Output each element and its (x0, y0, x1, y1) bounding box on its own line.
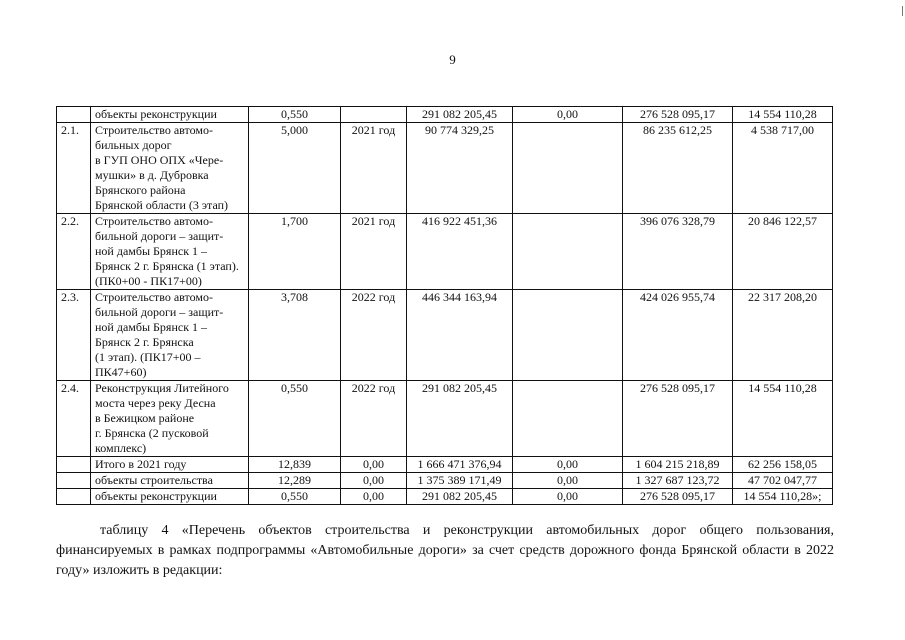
total-amount: 446 344 163,94 (407, 290, 513, 381)
table-row (57, 107, 833, 123)
description-line: Брянск 2 г. Брянска (95, 335, 194, 349)
description-line: мушки» в д. Дубровка (95, 168, 209, 182)
road-length: 12,839 (249, 457, 341, 473)
local-budget-amount: 14 554 110,28»; (733, 489, 833, 505)
page-number: 9 (449, 52, 456, 67)
commissioning-year (341, 107, 407, 123)
description-line: (1 этап). (ПК17+00 – (95, 350, 201, 364)
description-line: ной дамбы Брянск 1 – (95, 320, 208, 334)
total-amount: 291 082 205,45 (407, 107, 513, 123)
table-row (57, 457, 833, 473)
description-line: г. Брянска (2 пусковой (95, 426, 209, 440)
description-line: Брянского района (95, 183, 186, 197)
regional-budget-amount: 86 235 612,25 (623, 123, 733, 214)
total-amount: 291 082 205,45 (407, 489, 513, 505)
object-description (91, 290, 249, 381)
row-number: 2.4. (57, 381, 91, 457)
road-length: 1,700 (249, 214, 341, 290)
table-row (57, 473, 833, 489)
road-length: 0,550 (249, 489, 341, 505)
federal-budget-amount: 0,00 (513, 457, 623, 473)
description-line: Брянской области (3 этап) (95, 198, 229, 212)
description-line: объекты реконструкции (95, 107, 217, 121)
description-line: Строительство автомо- (95, 123, 213, 137)
local-budget-amount: 4 538 717,00 (733, 123, 833, 214)
description-line: в ГУП ОНО ОПХ «Чере- (95, 153, 224, 167)
row-number: 2.3. (57, 290, 91, 381)
amendment-paragraph: таблицу 4 «Перечень объектов строительства и реконструкции автомобильных дорог общего пользования, финансируемых в рамках подпрограммы «Автомобильные дороги» за счет средств дорожного фонда Брянской области в 2022 году» изложить в редакции: (56, 523, 834, 578)
local-budget-amount: 20 846 122,57 (733, 214, 833, 290)
total-amount: 416 922 451,36 (407, 214, 513, 290)
commissioning-year: 0,00 (341, 473, 407, 489)
commissioning-year: 2021 год (341, 214, 407, 290)
commissioning-year: 2022 год (341, 290, 407, 381)
description-line: объекты реконструкции (95, 489, 217, 503)
total-amount: 291 082 205,45 (407, 381, 513, 457)
description-line: (ПК0+00 - ПК17+00) (95, 274, 202, 288)
description-line: бильной дороги – защит- (95, 305, 224, 319)
regional-budget-amount: 1 604 215 218,89 (623, 457, 733, 473)
total-amount: 90 774 329,25 (407, 123, 513, 214)
local-budget-amount: 47 702 047,77 (733, 473, 833, 489)
commissioning-year: 2022 год (341, 381, 407, 457)
description-line: в Бежицком районе (95, 411, 195, 425)
row-number (57, 489, 91, 505)
total-amount: 1 375 389 171,49 (407, 473, 513, 489)
road-length: 12,289 (249, 473, 341, 489)
description-line: Итого в 2021 году (95, 457, 187, 471)
object-description (91, 381, 249, 457)
local-budget-amount: 14 554 110,28 (733, 107, 833, 123)
row-number (57, 457, 91, 473)
table-row (57, 290, 833, 381)
description-line: ной дамбы Брянск 1 – (95, 244, 208, 258)
federal-budget-amount: 0,00 (513, 107, 623, 123)
description-line: Строительство автомо- (95, 214, 213, 228)
object-description (91, 473, 249, 489)
federal-budget-amount (513, 123, 623, 214)
description-line: Строительство автомо- (95, 290, 213, 304)
regional-budget-amount: 424 026 955,74 (623, 290, 733, 381)
federal-budget-amount (513, 290, 623, 381)
road-length: 0,550 (249, 107, 341, 123)
local-budget-amount: 62 256 158,05 (733, 457, 833, 473)
budget-table (56, 106, 833, 505)
regional-budget-amount: 276 528 095,17 (623, 107, 733, 123)
regional-budget-amount: 276 528 095,17 (623, 489, 733, 505)
description-line: моста через реку Десна (95, 396, 216, 410)
object-description (91, 123, 249, 214)
regional-budget-amount: 1 327 687 123,72 (623, 473, 733, 489)
description-line: Брянск 2 г. Брянска (1 этап). (95, 259, 239, 273)
local-budget-amount: 14 554 110,28 (733, 381, 833, 457)
regional-budget-amount: 276 528 095,17 (623, 381, 733, 457)
object-description (91, 214, 249, 290)
commissioning-year: 0,00 (341, 489, 407, 505)
row-number: 2.1. (57, 123, 91, 214)
regional-budget-amount: 396 076 328,79 (623, 214, 733, 290)
road-length: 5,000 (249, 123, 341, 214)
description-line: бильных дорог (95, 138, 172, 152)
description-line: Реконструкция Литейного (95, 381, 229, 395)
table-row (57, 214, 833, 290)
description-line: объекты строительства (95, 473, 213, 487)
local-budget-amount: 22 317 208,20 (733, 290, 833, 381)
table-row (57, 123, 833, 214)
object-description (91, 107, 249, 123)
description-line: комплекс) (95, 441, 147, 455)
federal-budget-amount: 0,00 (513, 473, 623, 489)
edge-mark (902, 6, 903, 16)
commissioning-year: 0,00 (341, 457, 407, 473)
federal-budget-amount (513, 381, 623, 457)
commissioning-year: 2021 год (341, 123, 407, 214)
table-row (57, 489, 833, 505)
description-line: ПК47+60) (95, 365, 147, 379)
budget-table-body (57, 107, 833, 505)
description-line: бильной дороги – защит- (95, 229, 224, 243)
total-amount: 1 666 471 376,94 (407, 457, 513, 473)
road-length: 3,708 (249, 290, 341, 381)
road-length: 0,550 (249, 381, 341, 457)
object-description (91, 489, 249, 505)
federal-budget-amount: 0,00 (513, 489, 623, 505)
row-number: 2.2. (57, 214, 91, 290)
row-number (57, 473, 91, 489)
table-row (57, 381, 833, 457)
object-description (91, 457, 249, 473)
federal-budget-amount (513, 214, 623, 290)
row-number (57, 107, 91, 123)
